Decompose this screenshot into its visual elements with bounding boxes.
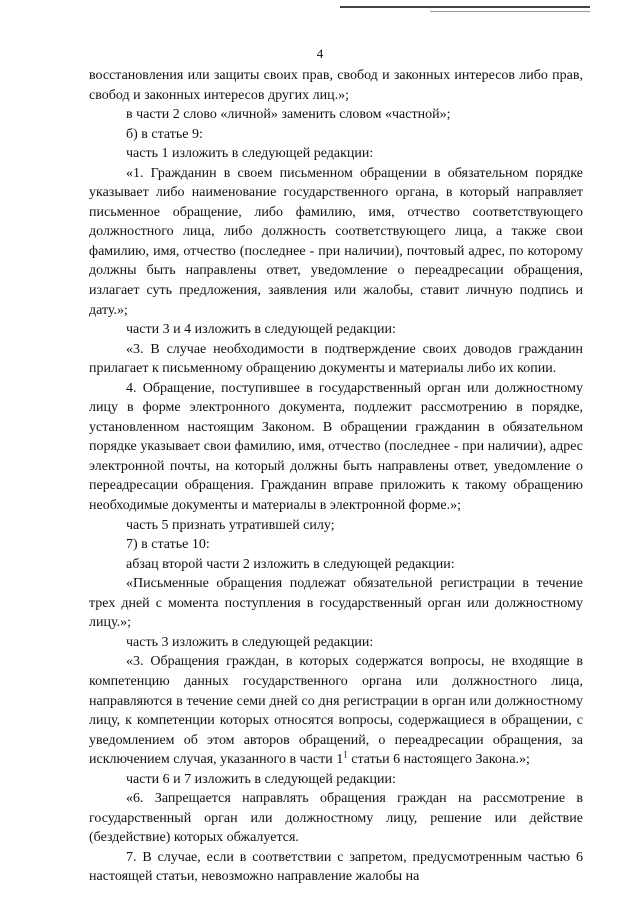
paragraph: часть 5 признать утратившей силу; bbox=[126, 517, 335, 533]
header-rule-thin bbox=[430, 11, 590, 12]
paragraph: в части 2 слово «личной» заменить словом «частной»; bbox=[126, 107, 451, 123]
header-rule bbox=[340, 6, 590, 8]
paragraph: 4. Обращение, поступившее в государственный орган или должностному лицу в форме электронного документа, подлежит рассмотрению в порядке, установленном настоящим Законом. В обращении гражданин в обязательном порядке указывает свои фамилию, имя, отчество (последнее - при наличии), адрес электронной почты, на который должны быть направлены ответ, уведомление о переадресации обращения. Гражданин вправе приложить к такому обращению необходимые документы и материалы в электронной форме.»; bbox=[89, 380, 583, 514]
paragraph: «1. Гражданин в своем письменном обращении в обязательном порядке указывает либо наименование государственного органа, в который направляет письменное обращение, либо фамилию, имя, отчество соответствующего должностного лица, либо должность соответствующего лица, а также свои фамилию, имя, отчество (последнее - при наличии), почтовый адрес, по которому должны быть направлены ответ, уведомление о переадресации обращения, излагает суть предложения, заявления или жалобы, ставит личную подпись и дату.»; bbox=[89, 165, 583, 318]
paragraph: части 3 и 4 изложить в следующей редакции: bbox=[126, 322, 396, 338]
document-body bbox=[89, 66, 583, 887]
paragraph: «3. В случае необходимости в подтверждение своих доводов гражданин прилагает к письменному обращению документы и материалы либо их копии. bbox=[89, 341, 583, 377]
paragraph: «6. Запрещается направлять обращения граждан на рассмотрение в государственный орган или должностному лицу, решение или действие (бездействие) которых обжалуется. bbox=[89, 791, 583, 846]
paragraph: 7) в статье 10: bbox=[126, 537, 210, 553]
superscript: 1 bbox=[343, 749, 348, 760]
paragraph: «3. Обращения граждан, в которых содержатся вопросы, не входящие в компетенцию данных государственного органа или должностного лица, направляются в течение семи дней со дня регистрации в орган или должностному лицу, к компетенции которых относятся вопросы, содержащиеся в обращении, с уведомлением об этом авторов обращений, о переадресации обращения, за исключением случая, указанного в части $1^1$ статьи 6 настоящего Закона.»; bbox=[89, 654, 583, 768]
paragraph: часть 1 изложить в следующей редакции: bbox=[126, 146, 374, 162]
paragraph: части 6 и 7 изложить в следующей редакции: bbox=[126, 771, 396, 787]
paragraph: б) в статье 9: bbox=[126, 126, 203, 142]
paragraph: часть 3 изложить в следующей редакции: bbox=[126, 634, 374, 650]
paragraph: 7. В случае, если в соответствии с запретом, предусмотренным частью 6 настоящей статьи, невозможно направление жалобы на bbox=[89, 849, 583, 885]
paragraph: восстановления или защиты своих прав, свобод и законных интересов либо прав, свобод и законных интересов других лиц.»; bbox=[89, 68, 583, 103]
paragraph: абзац второй части 2 изложить в следующей редакции: bbox=[126, 556, 455, 572]
paragraph: «Письменные обращения подлежат обязательной регистрации в течение трех дней с момента поступления в государственный орган или должностному лицу.»; bbox=[89, 576, 583, 631]
page-number: 4 bbox=[316, 46, 324, 61]
